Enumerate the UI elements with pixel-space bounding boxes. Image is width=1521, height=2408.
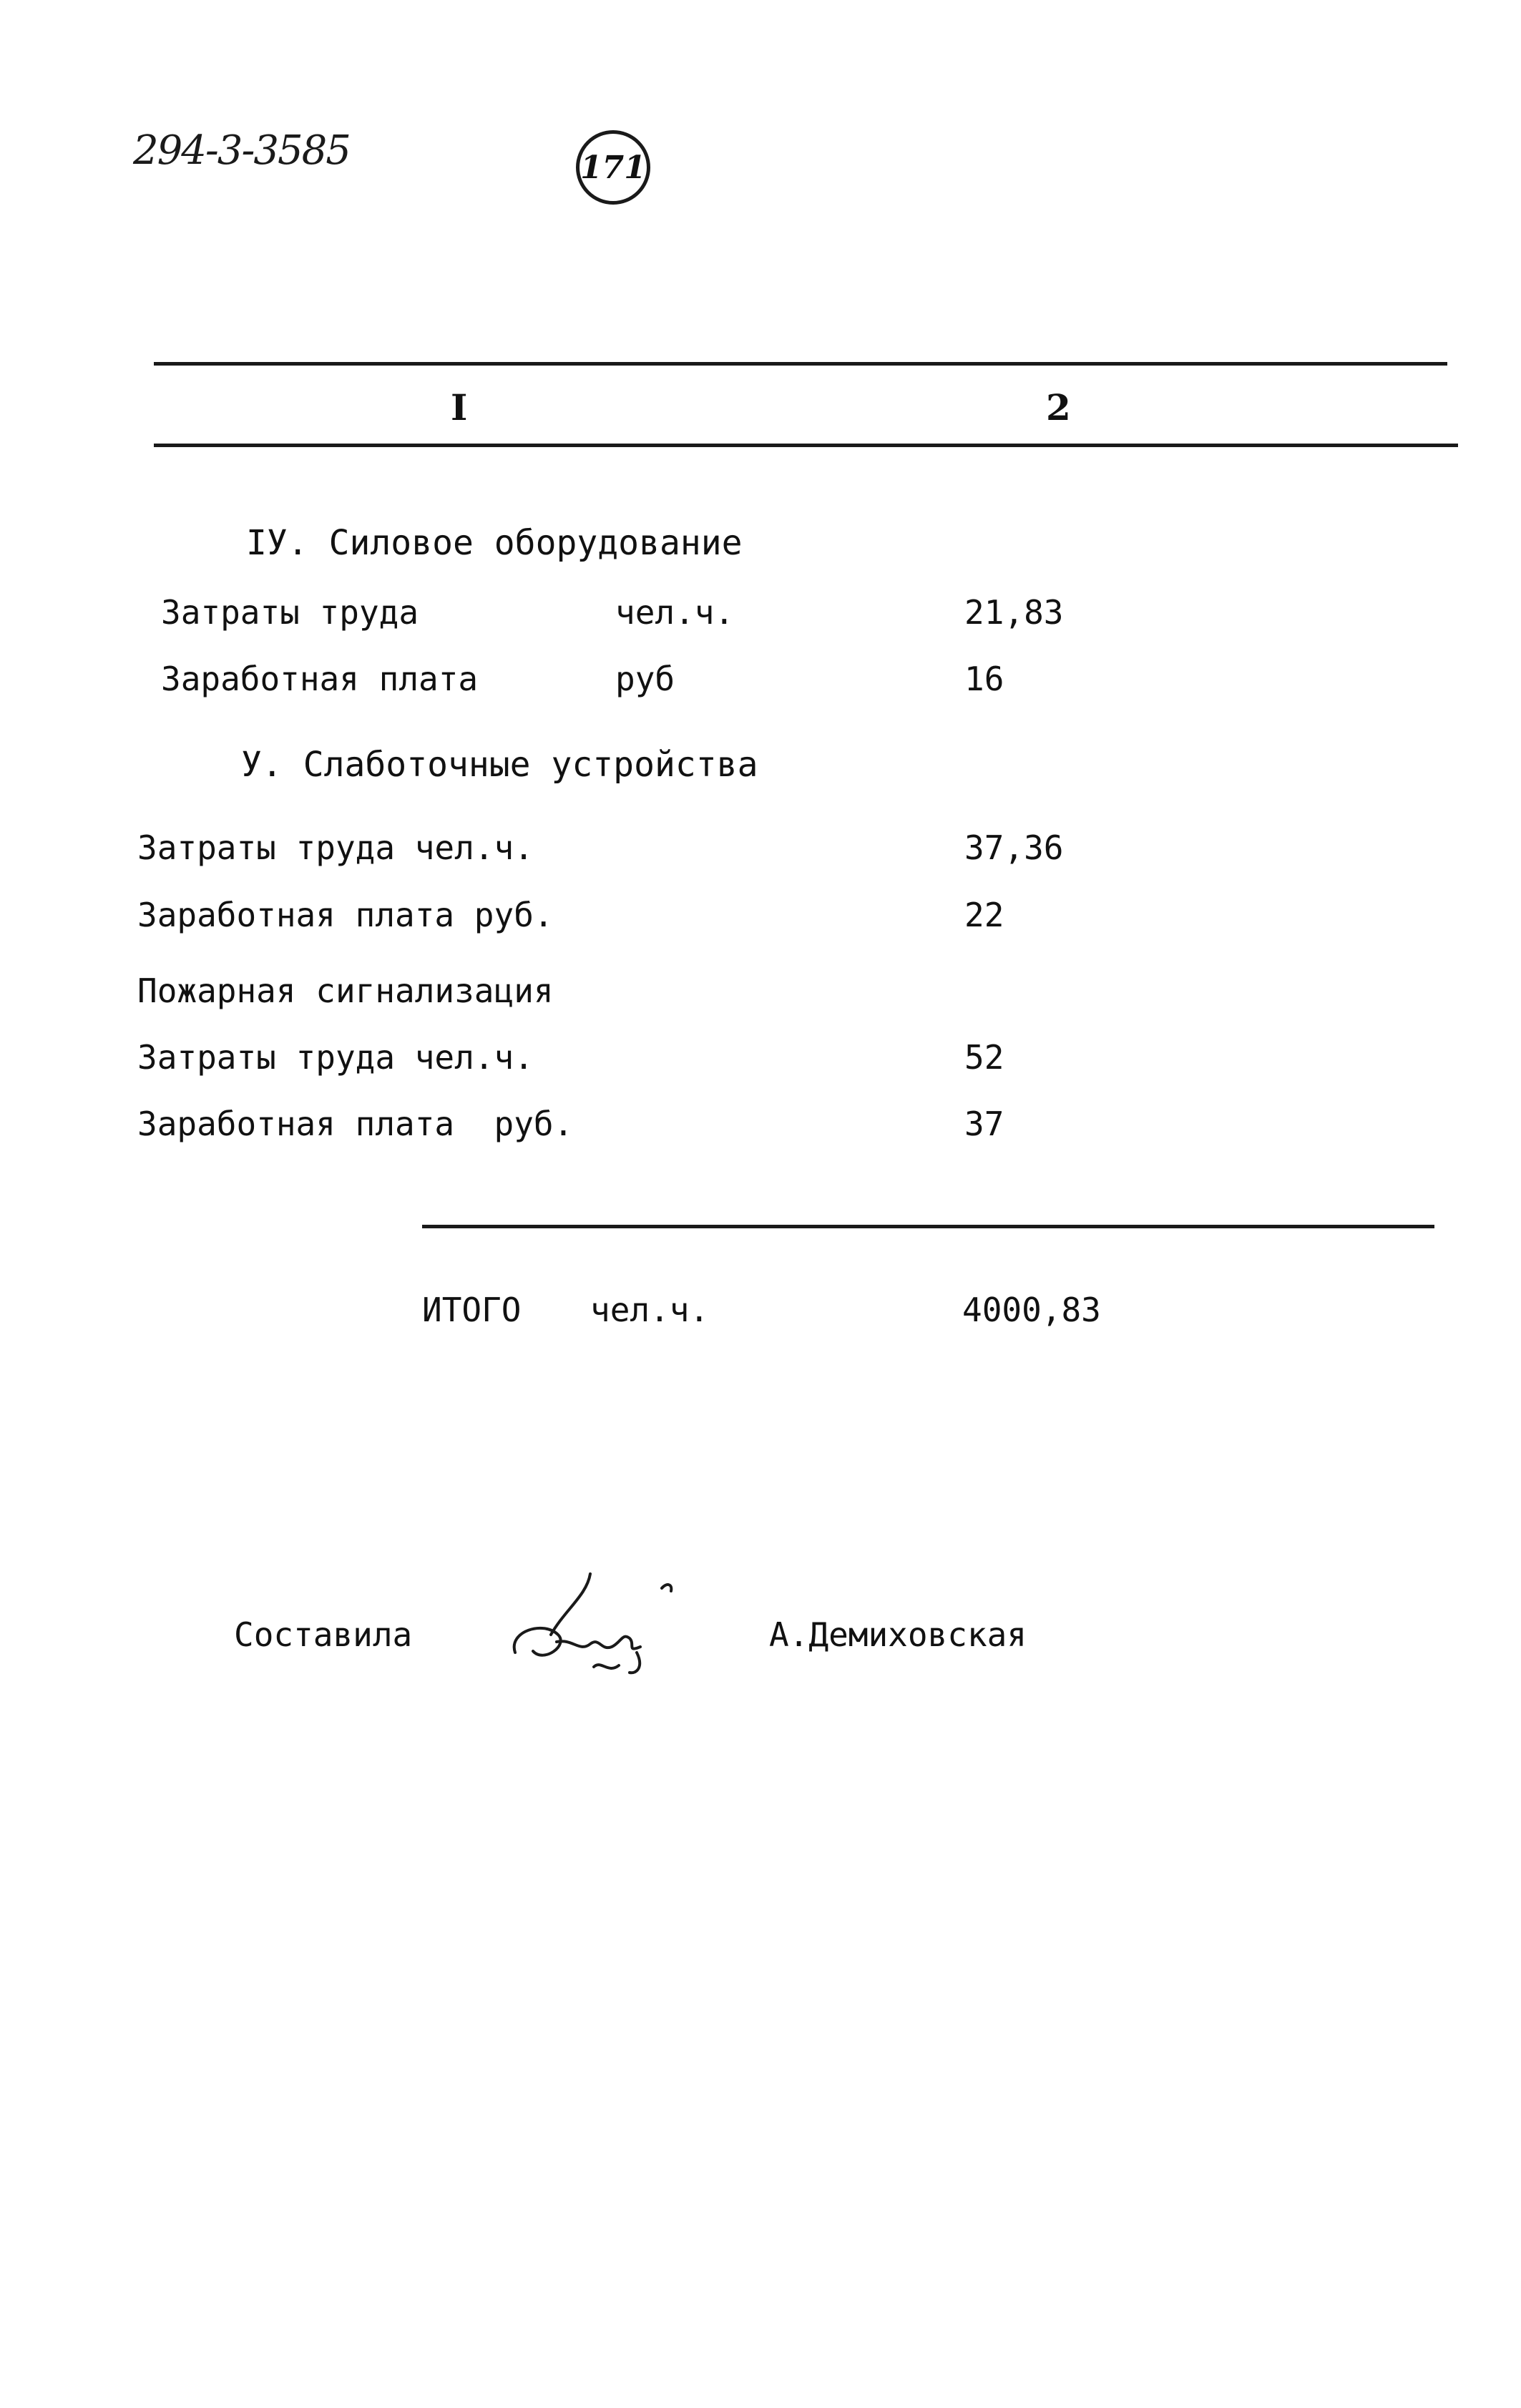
- author-name: А.Демиховская: [769, 1615, 1027, 1654]
- fire-wage-label: Заработная плата руб.: [137, 1105, 574, 1143]
- s5-wage-value: 22: [964, 896, 1004, 934]
- s4-labor-label: Затраты труда: [161, 593, 419, 632]
- s4-wage-unit: руб: [615, 660, 675, 698]
- page-number-stamp: [576, 130, 650, 205]
- s4-labor-value: 21,83: [964, 593, 1064, 632]
- total-value: 4000,83: [962, 1291, 1101, 1329]
- s5-labor-label: Затраты труда чел.ч.: [137, 828, 534, 867]
- signature: [501, 1567, 708, 1688]
- fire-labor-label: Затраты труда чел.ч.: [137, 1038, 534, 1077]
- section-5-title: У. Слаботочные устройства: [241, 745, 758, 785]
- table-top-rule: [154, 362, 1447, 366]
- column-1-header: I: [451, 386, 468, 429]
- s5-labor-value: 37,36: [964, 828, 1064, 867]
- section-4-title: IУ. Силовое оборудование: [246, 523, 743, 563]
- total-rule: [422, 1225, 1434, 1228]
- fire-alarm-title: Пожарная сигнализация: [137, 971, 554, 1010]
- s4-wage-value: 16: [964, 660, 1004, 698]
- s5-wage-label: Заработная плата руб.: [137, 896, 554, 934]
- fire-wage-value: 37: [964, 1105, 1004, 1143]
- page-number: 171: [580, 149, 646, 186]
- total-label: ИТОГО: [422, 1291, 522, 1329]
- document-code: 294-3-3585: [133, 127, 350, 174]
- s4-labor-unit: чел.ч.: [615, 593, 735, 632]
- column-2-header: 2: [1046, 386, 1071, 429]
- total-unit: чел.ч.: [590, 1291, 710, 1329]
- s4-wage-label: Заработная плата: [161, 660, 479, 698]
- table-header-rule: [154, 444, 1458, 447]
- fire-labor-value: 52: [964, 1038, 1004, 1077]
- compiled-by-label: Составила: [234, 1615, 413, 1654]
